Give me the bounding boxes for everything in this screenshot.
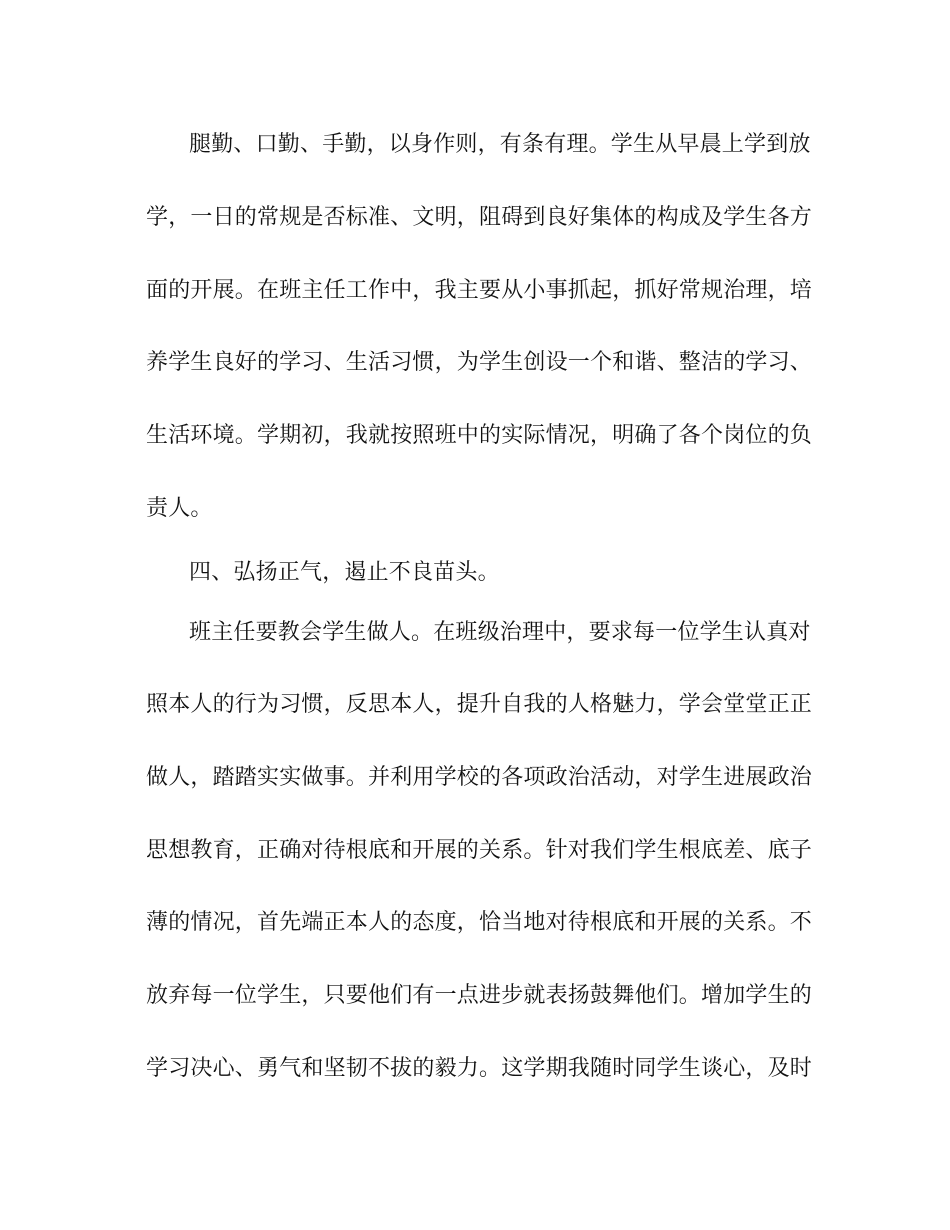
paragraph-line-12: 放弃每一位学生，只要他们有一点进步就表扬鼓舞他们。增加学生的 — [146, 983, 813, 1008]
paragraph-line-10: 思想教育，正确对待根底和开展的关系。针对我们学生根底差、底子 — [146, 838, 813, 863]
paragraph-line-13: 学习决心、勇气和坚韧不拔的毅力。这学期我随时同学生谈心，及时 — [146, 1056, 813, 1081]
paragraph-line-7: 班主任要教会学生做人。在班级治理中，要求每一位学生认真对 — [189, 620, 811, 645]
paragraph-line-3: 面的开展。在班主任工作中，我主要从小事抓起，抓好常规治理，培 — [146, 278, 813, 303]
paragraph-line-6: 责人。 — [146, 496, 213, 521]
paragraph-line-2: 学，一日的常规是否标准、文明，阻碍到良好集体的构成及学生各方 — [146, 205, 813, 230]
paragraph-line-1: 腿勤、口勤、手勤，以身作则，有条有理。学生从早晨上学到放 — [189, 132, 811, 157]
paragraph-line-8: 照本人的行为习惯，反思本人，提升自我的人格魅力，学会堂堂正正 — [146, 692, 813, 717]
paragraph-line-9: 做人，踏踏实实做事。并利用学校的各项政治活动，对学生进展政治 — [146, 765, 813, 790]
paragraph-line-4: 养学生良好的学习、生活习惯，为学生创设一个和谐、整洁的学习、 — [146, 350, 813, 375]
section-heading: 四、弘扬正气，遏止不良苗头。 — [189, 560, 500, 585]
paragraph-line-5: 生活环境。学期初，我就按照班中的实际情况，明确了各个岗位的负 — [146, 423, 813, 448]
paragraph-line-11: 薄的情况，首先端正本人的态度，恰当地对待根底和开展的关系。不 — [146, 910, 813, 935]
